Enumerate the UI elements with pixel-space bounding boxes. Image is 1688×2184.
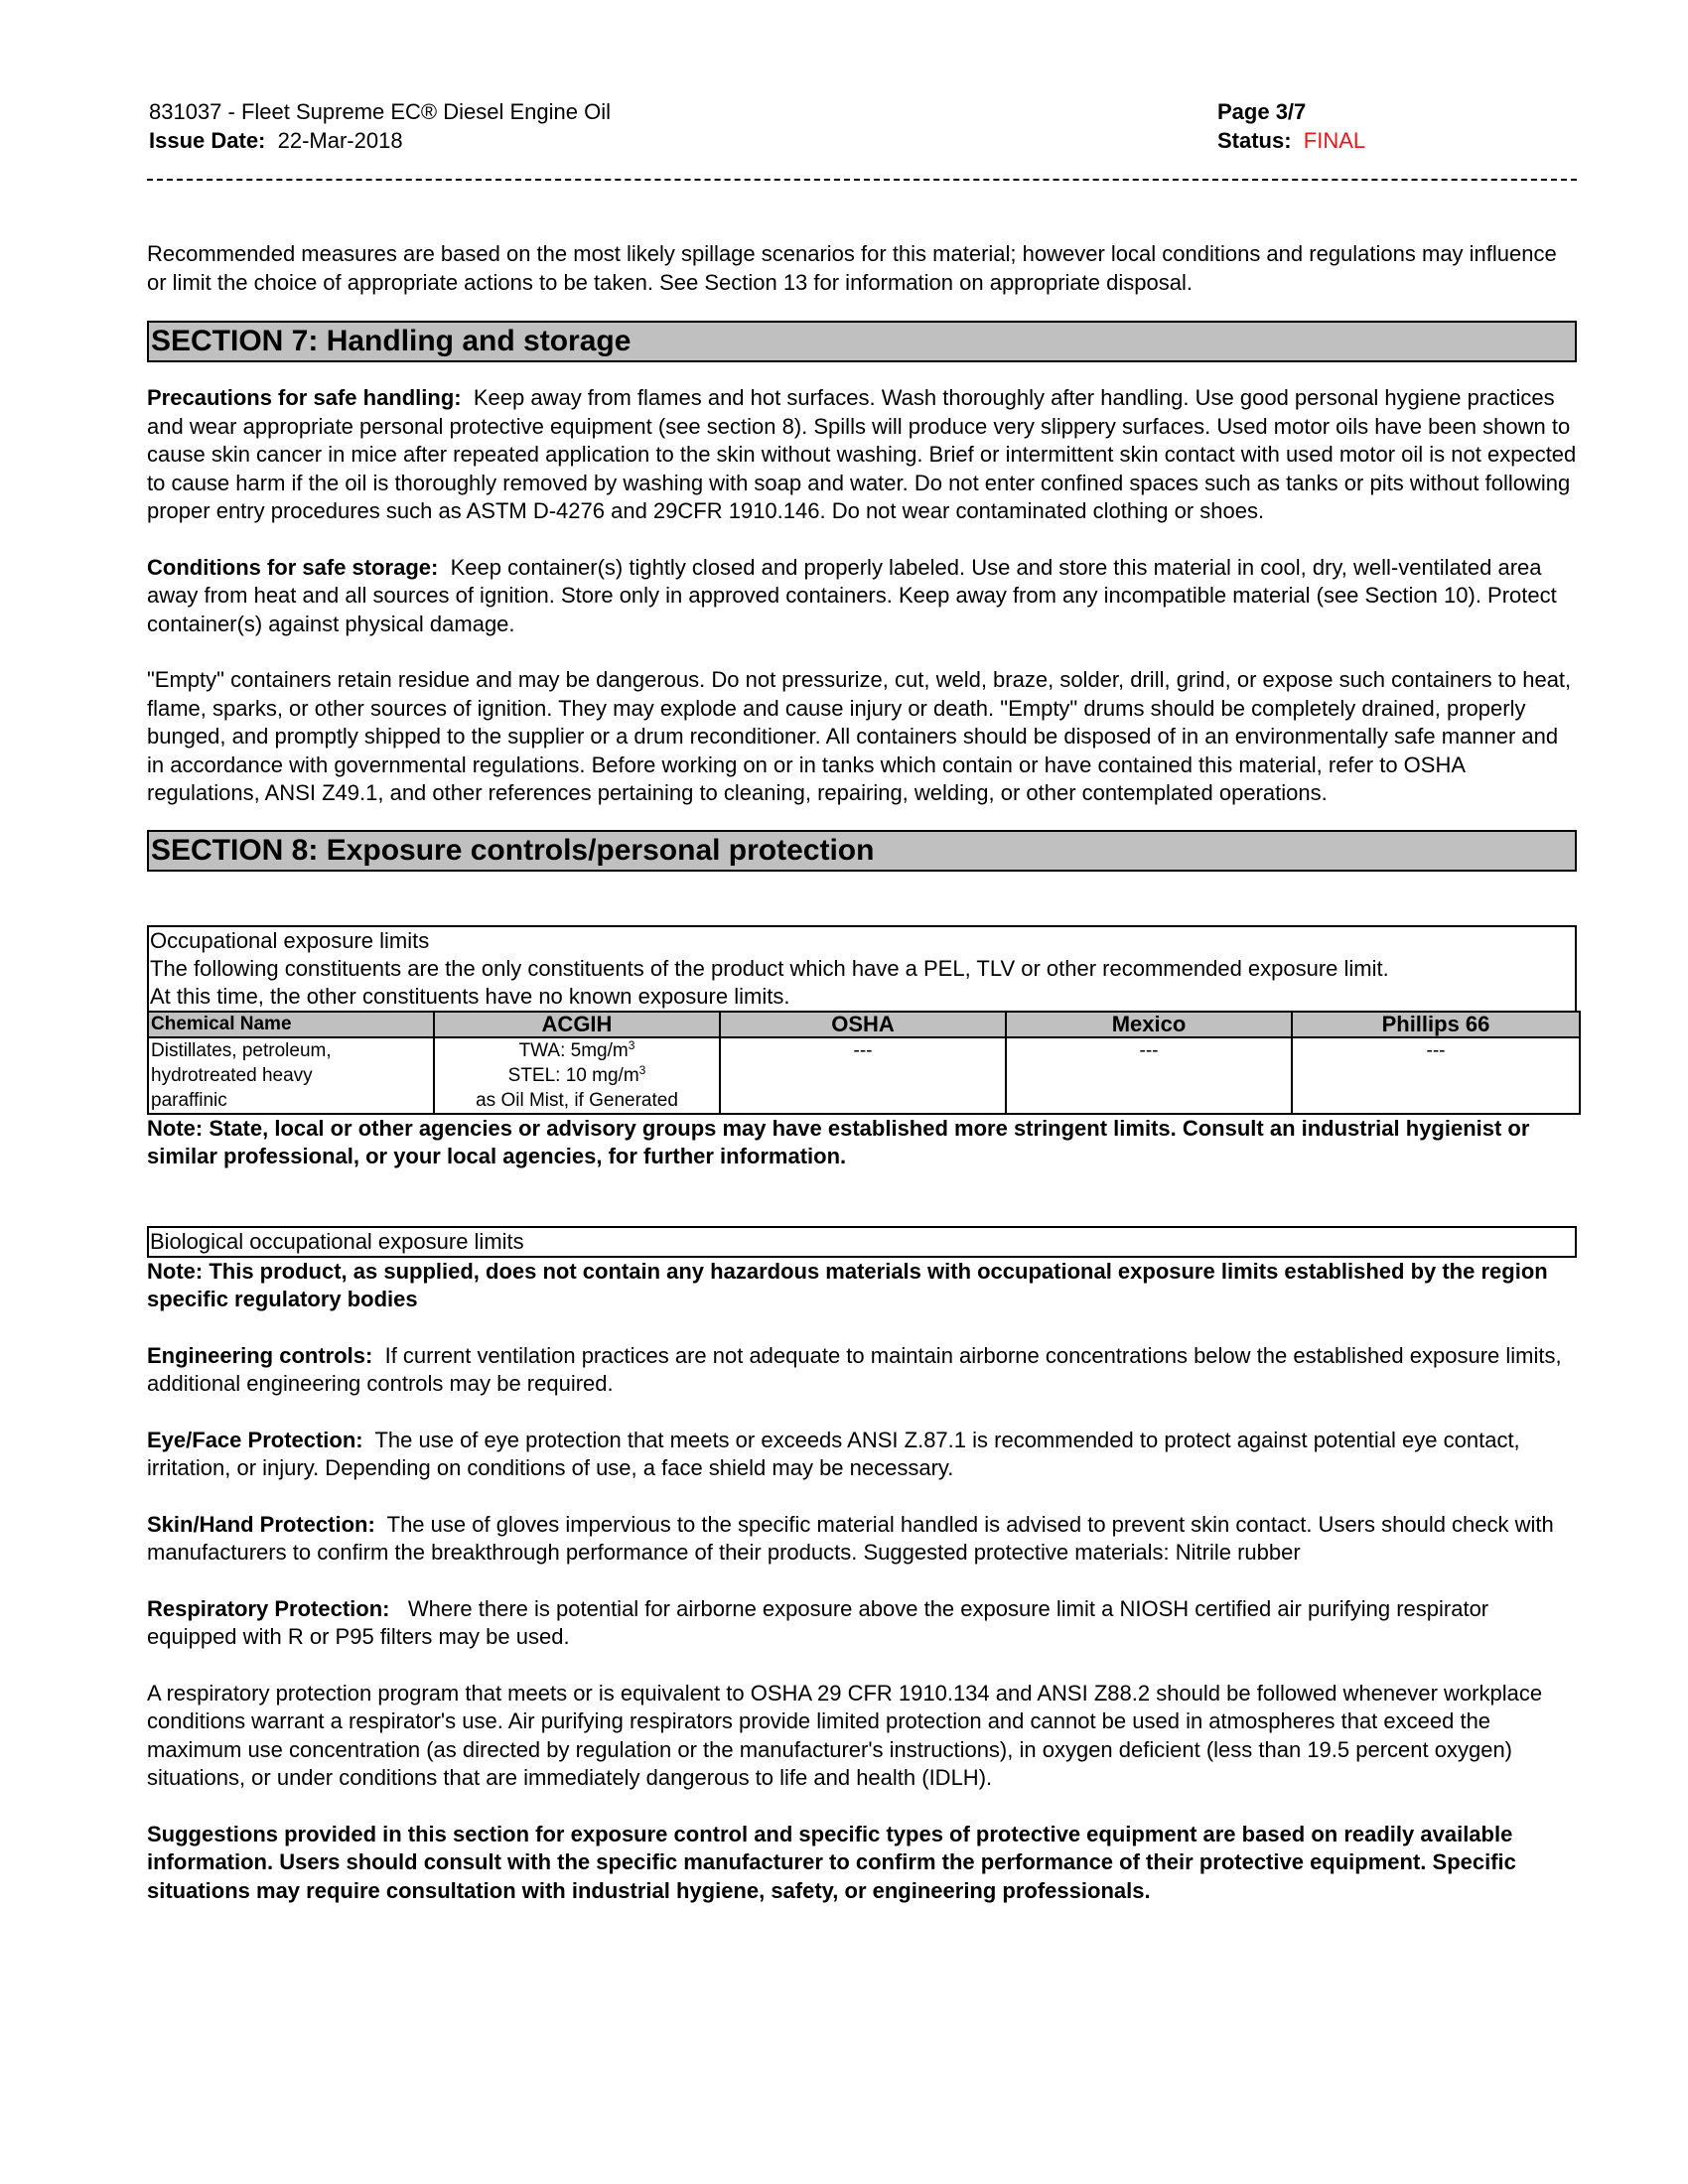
acgih-note: as Oil Mist, if Generated: [476, 1089, 678, 1111]
col-mexico: Mexico: [1006, 1012, 1292, 1037]
empty-containers-paragraph: "Empty" containers retain residue and may be dangerous. Do not pressurize, cut, weld, braze, solder, drill, grind, or expose such containers to heat, flame, sparks, or other sources of ignition. They may explode and cause injury or death. "Empty" drums should be completely drained, properly bunged, and promptly shipped to the supplier or a drum reconditioner. All containers should be disposed of in an environmentally safe manner and in accordance with governmental regulations. Before working on or in tanks which contain or have contained this material, refer to OSHA regulations, ANSI Z49.1, and other references pertaining to cleaning, repairing, welding, or other contemplated operations.: [147, 667, 1572, 805]
skin-text: The use of gloves impervious to the specific material handled is advised to prevent skin contact. Users should check with manufacturers to confirm the breakthrough performance of their products. Suggested protective materials: Nitrile rubber: [147, 1511, 1554, 1565]
chemical-line: hydrotreated heavy: [151, 1064, 313, 1086]
eye-label: Eye/Face Protection:: [147, 1427, 363, 1452]
exposure-limits-table: [147, 1011, 1581, 1115]
precautions-paragraph: [147, 384, 1577, 526]
section7-heading: SECTION 7: Handling and storage: [147, 321, 1577, 362]
product-line: 831037 - Fleet Supreme EC® Diesel Engine Oil: [149, 99, 611, 124]
header-divider: [147, 179, 1577, 181]
cell-chemical-name: [148, 1037, 434, 1114]
issue-date: [149, 126, 611, 155]
oel-box: [147, 925, 1577, 1011]
table-note: Note: State, local or other agencies or advisory groups may have established more stringent limits. Consult an industrial hygienist or similar professional, or your local agencies, for further information.: [147, 1115, 1530, 1168]
oel-desc1: The following constituents are the only constituents of the product which have a PEL, TLV or other recommended exposure limit.: [150, 955, 1389, 981]
eye-text: The use of eye protection that meets or exceeds ANSI Z.87.1 is recommended to protect against potential eye contact, irritation, or injury. Depending on conditions of use, a face shield may be necessary.: [147, 1427, 1520, 1480]
resp-program-paragraph: A respiratory protection program that meets or is equivalent to OSHA 29 CFR 1910.134 and ANSI Z88.2 should be followed whenever workplace conditions warrant a respirator's use. Air purifying respirators provide limited protection and cannot be used in atmospheres that exceed the maximum use concentration (as directed by regulation or the manufacturer's instructions), in oxygen deficient (less than 19.5 percent oxygen) situations, or under conditions that are immediately dangerous to life and health (IDLH).: [147, 1680, 1543, 1790]
skin-label: Skin/Hand Protection:: [147, 1511, 375, 1537]
acgih-stel-text: STEL: 10 mg/m: [507, 1064, 639, 1086]
header-right: [1217, 97, 1365, 155]
acgih-twa-text: TWA: 5mg/m: [518, 1039, 629, 1061]
storage-paragraph: [147, 554, 1577, 639]
respiratory-label: Respiratory Protection:: [147, 1595, 390, 1621]
storage-text: Keep container(s) tightly closed and properly labeled. Use and store this material in cool, dry, well-ventilated area away from heat and all sources of ignition. Store only in approved containers. Keep away from any incompatible material (see Section 10). Protect container(s) against physical damage.: [147, 554, 1557, 636]
status-label: Status:: [1217, 128, 1292, 153]
cell-acgih: [434, 1037, 720, 1114]
col-osha: OSHA: [720, 1012, 1006, 1037]
eye-paragraph: [147, 1427, 1577, 1483]
engineering-label: Engineering controls:: [147, 1342, 373, 1368]
oel-block: [147, 925, 1577, 1171]
engineering-text: If current ventilation practices are not adequate to maintain airborne concentrations below the established exposure limits, additional engineering controls may be required.: [147, 1342, 1562, 1396]
chemical-line: Distillates, petroleum,: [151, 1039, 332, 1061]
precautions-label: Precautions for safe handling:: [147, 385, 462, 410]
suggestions-paragraph: Suggestions provided in this section for exposure control and specific types of protective equipment are based on readily available information. Users should consult with the specific manufacturer to confirm the performance of their protective equipment. Specific situations may require consultation with industrial hygiene, safety, or engineering professionals.: [147, 1821, 1516, 1903]
table-row: [148, 1037, 1580, 1114]
sds-page: [147, 97, 1577, 1905]
header-left: [149, 97, 611, 155]
oel-title: Occupational exposure limits: [150, 927, 430, 953]
intro-paragraph: Recommended measures are based on the most likely spillage scenarios for this material; however local conditions and regulations may influence or limit the choice of appropriate actions to be taken. See Section 13 for information on appropriate disposal.: [147, 241, 1557, 295]
acgih-twa: [437, 1038, 717, 1063]
respiratory-text: Where there is potential for airborne exposure above the exposure limit a NIOSH certified air purifying respirator equipped with R or P95 filters may be used.: [147, 1595, 1489, 1649]
acgih-twa-sup: 3: [628, 1037, 635, 1052]
bio-block: [147, 1226, 1577, 1314]
oel-desc2: At this time, the other constituents have no known exposure limits.: [150, 983, 790, 1009]
status: [1217, 126, 1365, 155]
col-chemical-name: Chemical Name: [148, 1012, 434, 1037]
chemical-line: paraffinic: [151, 1089, 227, 1111]
cell-phillips: ---: [1292, 1037, 1580, 1114]
cell-mexico: ---: [1006, 1037, 1292, 1114]
acgih-stel: [437, 1063, 717, 1088]
storage-label: Conditions for safe storage:: [147, 554, 439, 580]
issue-date-label: Issue Date:: [149, 128, 266, 153]
section8-heading: SECTION 8: Exposure controls/personal protection: [147, 830, 1577, 872]
status-value: FINAL: [1303, 128, 1366, 153]
bio-note: Note: This product, as supplied, does not contain any hazardous materials with occupational exposure limits established by the region specific regulatory bodies: [147, 1258, 1548, 1311]
page-number: Page 3/7: [1217, 99, 1307, 124]
table-header-row: [148, 1012, 1580, 1037]
col-acgih: ACGIH: [434, 1012, 720, 1037]
respiratory-paragraph: [147, 1595, 1577, 1652]
engineering-paragraph: [147, 1342, 1577, 1399]
issue-date-value: 22-Mar-2018: [277, 128, 403, 153]
col-phillips: Phillips 66: [1292, 1012, 1580, 1037]
acgih-stel-sup: 3: [638, 1062, 646, 1077]
bio-title: Biological occupational exposure limits: [147, 1226, 1577, 1258]
page-header: [147, 97, 1577, 157]
cell-osha: ---: [720, 1037, 1006, 1114]
skin-paragraph: [147, 1511, 1577, 1568]
precautions-text: Keep away from flames and hot surfaces. Wash thoroughly after handling. Use good personal hygiene practices and wear appropriate personal protective equipment (see section 8). Spills will produce very slippery surfaces. Used motor oils have been shown to cause skin cancer in mice after repeated application to the skin without washing. Brief or intermittent skin contact with used motor oil is not expected to cause harm if the oil is thoroughly removed by washing with soap and water. Do not enter confined spaces such as tanks or pits without following proper entry procedures such as ASTM D-4276 and 29CFR 1910.146. Do not wear contaminated clothing or shoes.: [147, 385, 1577, 523]
